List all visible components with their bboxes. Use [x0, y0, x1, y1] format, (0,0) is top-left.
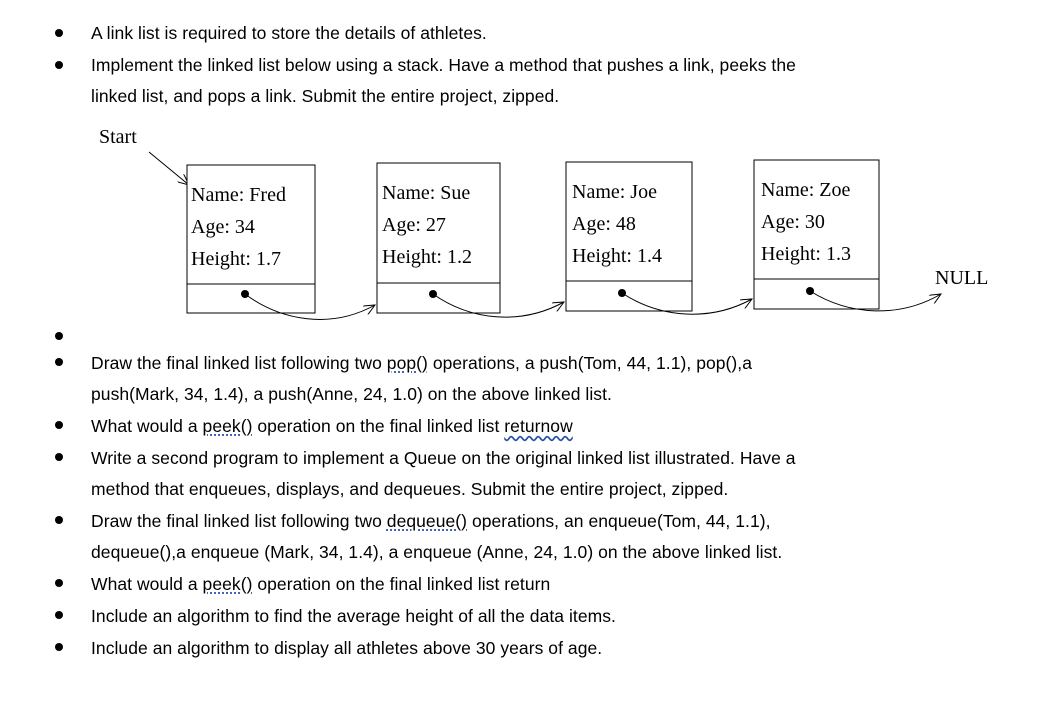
q2-line — [91, 416, 573, 436]
node-height: Height: 1.7 — [191, 248, 281, 270]
node-name: Name: Fred — [191, 184, 286, 206]
node-name: Name: Zoe — [761, 179, 851, 201]
bullet — [55, 579, 63, 587]
bullet — [55, 421, 63, 429]
node-joe — [566, 162, 692, 311]
node-age: Age: 30 — [761, 211, 825, 233]
node-height: Height: 1.2 — [382, 246, 472, 268]
dequeue-term: dequeue() — [386, 511, 468, 531]
node-sue — [377, 163, 500, 313]
peek-term: peek() — [202, 574, 253, 594]
pop-term: pop() — [386, 353, 428, 373]
q4-text-b: operations, an enqueue(Tom, 44, 1.1), — [467, 511, 771, 531]
q1-text-a: Draw the final linked list following two — [91, 353, 387, 373]
node-age: Age: 48 — [572, 213, 636, 235]
q7-line: Include an algorithm to display all athletes above 30 years of age. — [91, 638, 603, 658]
node-zoe — [754, 160, 879, 309]
q1-line-1 — [91, 353, 752, 373]
q4-line-2: dequeue(),a enqueue (Mark, 34, 1.4), a enqueue (Anne, 24, 1.0) on the above linked list. — [91, 542, 783, 562]
q5-text-a: What would a — [91, 574, 203, 594]
bullet — [55, 611, 63, 619]
q5-text-b: operation on the final linked list return — [252, 574, 551, 594]
intro-line-2: Implement the linked list below using a stack. Have a method that pushes a link, peeks the — [91, 55, 796, 75]
q2-misspelled-word: returnow — [504, 416, 573, 436]
node-height: Height: 1.3 — [761, 243, 851, 265]
bullet — [55, 643, 63, 651]
linked-list-diagram — [0, 0, 1042, 340]
q1-text-b: operations, a push(Tom, 44, 1.1), pop(),a — [427, 353, 752, 373]
q3-line-1: Write a second program to implement a Queue on the original linked list illustrated. Have a — [91, 448, 796, 468]
node-name: Name: Sue — [382, 182, 471, 204]
bullet — [55, 516, 63, 524]
node-name: Name: Joe — [572, 181, 657, 203]
start-arrow — [149, 152, 189, 185]
q2-text-b: operation on the final linked list — [252, 416, 505, 436]
node-fred — [187, 165, 315, 313]
bullet — [55, 453, 63, 461]
null-label: NULL — [935, 267, 989, 289]
node-age: Age: 27 — [382, 214, 446, 236]
start-label: Start — [99, 126, 137, 148]
peek-term: peek() — [202, 416, 253, 436]
node-age: Age: 34 — [191, 216, 255, 238]
q4-text-a: Draw the final linked list following two — [91, 511, 387, 531]
q2-text-a: What would a — [91, 416, 203, 436]
intro-line-3: linked list, and pops a link. Submit the entire project, zipped. — [91, 86, 560, 106]
intro-line-1: A link list is required to store the details of athletes. — [91, 23, 487, 43]
node-height: Height: 1.4 — [572, 245, 662, 267]
bullet — [55, 358, 63, 366]
q1-line-2: push(Mark, 34, 1.4), a push(Anne, 24, 1.0) on the above linked list. — [91, 384, 612, 404]
q3-line-2: method that enqueues, displays, and dequeues. Submit the entire project, zipped. — [91, 479, 729, 499]
q4-line-1 — [91, 511, 771, 531]
q6-line: Include an algorithm to find the average height of all the data items. — [91, 606, 616, 626]
q5-line — [91, 574, 550, 594]
